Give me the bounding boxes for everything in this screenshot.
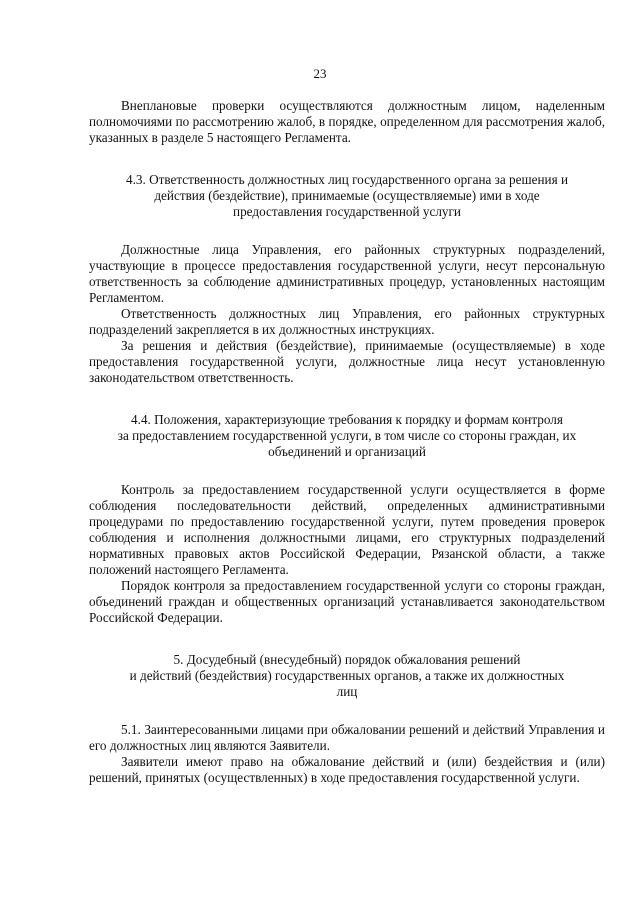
section-4-4: [89, 412, 605, 626]
section-4-3-paragraph-3: За решения и действия (бездействие), принимаемые (осуществляемые) в ходе предоставления государственной услуги, должностные лица несут установленную законодательством ответственность.: [89, 338, 605, 385]
section-4-4-paragraph-1: Контроль за предоставлением государственной услуги осуществляется в форме соблюдения последовательности действий, определенных административными процедурами по предоставлению государственной услуги, путем проведения проверок соблюдения и исполнения должностными лицами, его структурных подразделений нормативных правовых актов Российской Федерации, Рязанской области, а также положений настоящего Регламента.: [89, 482, 605, 577]
section-5: [89, 652, 605, 786]
section-5-paragraph-2: Заявители имеют право на обжалование действий и (или) бездействия и (или) решений, принятых (осуществленных) в ходе предоставления государственной услуги.: [89, 754, 605, 785]
intro-paragraph: Внеплановые проверки осуществляются должностным лицом, наделенным полномочиями по рассмотрению жалоб, в порядке, определенном для рассмотрения жалоб, указанных в разделе 5 настоящего Регламента.: [89, 98, 605, 145]
page-number: 23: [313, 66, 327, 81]
section-4-4-heading-line-2: за предоставлением государственной услуги, в том числе со стороны граждан, их: [117, 428, 577, 443]
section-4-3: [89, 172, 605, 386]
section-5-paragraph-1: 5.1. Заинтересованными лицами при обжаловании решений и действий Управления и его должностных лиц являются Заявители.: [89, 722, 605, 753]
section-4-3-heading-line-1: 4.3. Ответственность должностных лиц государственного органа за решения и: [126, 172, 568, 187]
section-4-4-heading-line-1: 4.4. Положения, характеризующие требования к порядку и формам контроля: [131, 412, 563, 427]
section-5-heading-line-2: и действий (бездействия) государственных органов, а также их должностных: [129, 668, 565, 683]
document-body: [89, 98, 605, 786]
section-5-heading-line-3: лиц: [336, 684, 358, 699]
section-4-3-paragraph-1: Должностные лица Управления, его районных структурных подразделений, участвующие в процессе предоставления государственной услуги, несут персональную ответственность за соблюдение административных процедур, установленных настоящим Регламентом.: [89, 242, 605, 305]
section-4-4-paragraph-2: Порядок контроля за предоставлением государственной услуги со стороны граждан, объединений граждан и общественных организаций устанавливается законодательством Российской Федерации.: [89, 578, 605, 625]
section-4-3-heading-line-3: предоставления государственной услуги: [233, 204, 461, 219]
section-4-4-heading-line-3: объединений и организаций: [268, 444, 426, 459]
section-4-3-paragraph-2: Ответственность должностных лиц Управления, его районных структурных подразделений закрепляется в их должностных инструкциях.: [89, 306, 605, 337]
section-5-heading-line-1: 5. Досудебный (внесудебный) порядок обжалования решений: [173, 652, 521, 667]
section-4-3-heading-line-2: действия (бездействие), принимаемые (осуществляемые) ими в ходе: [154, 188, 540, 203]
